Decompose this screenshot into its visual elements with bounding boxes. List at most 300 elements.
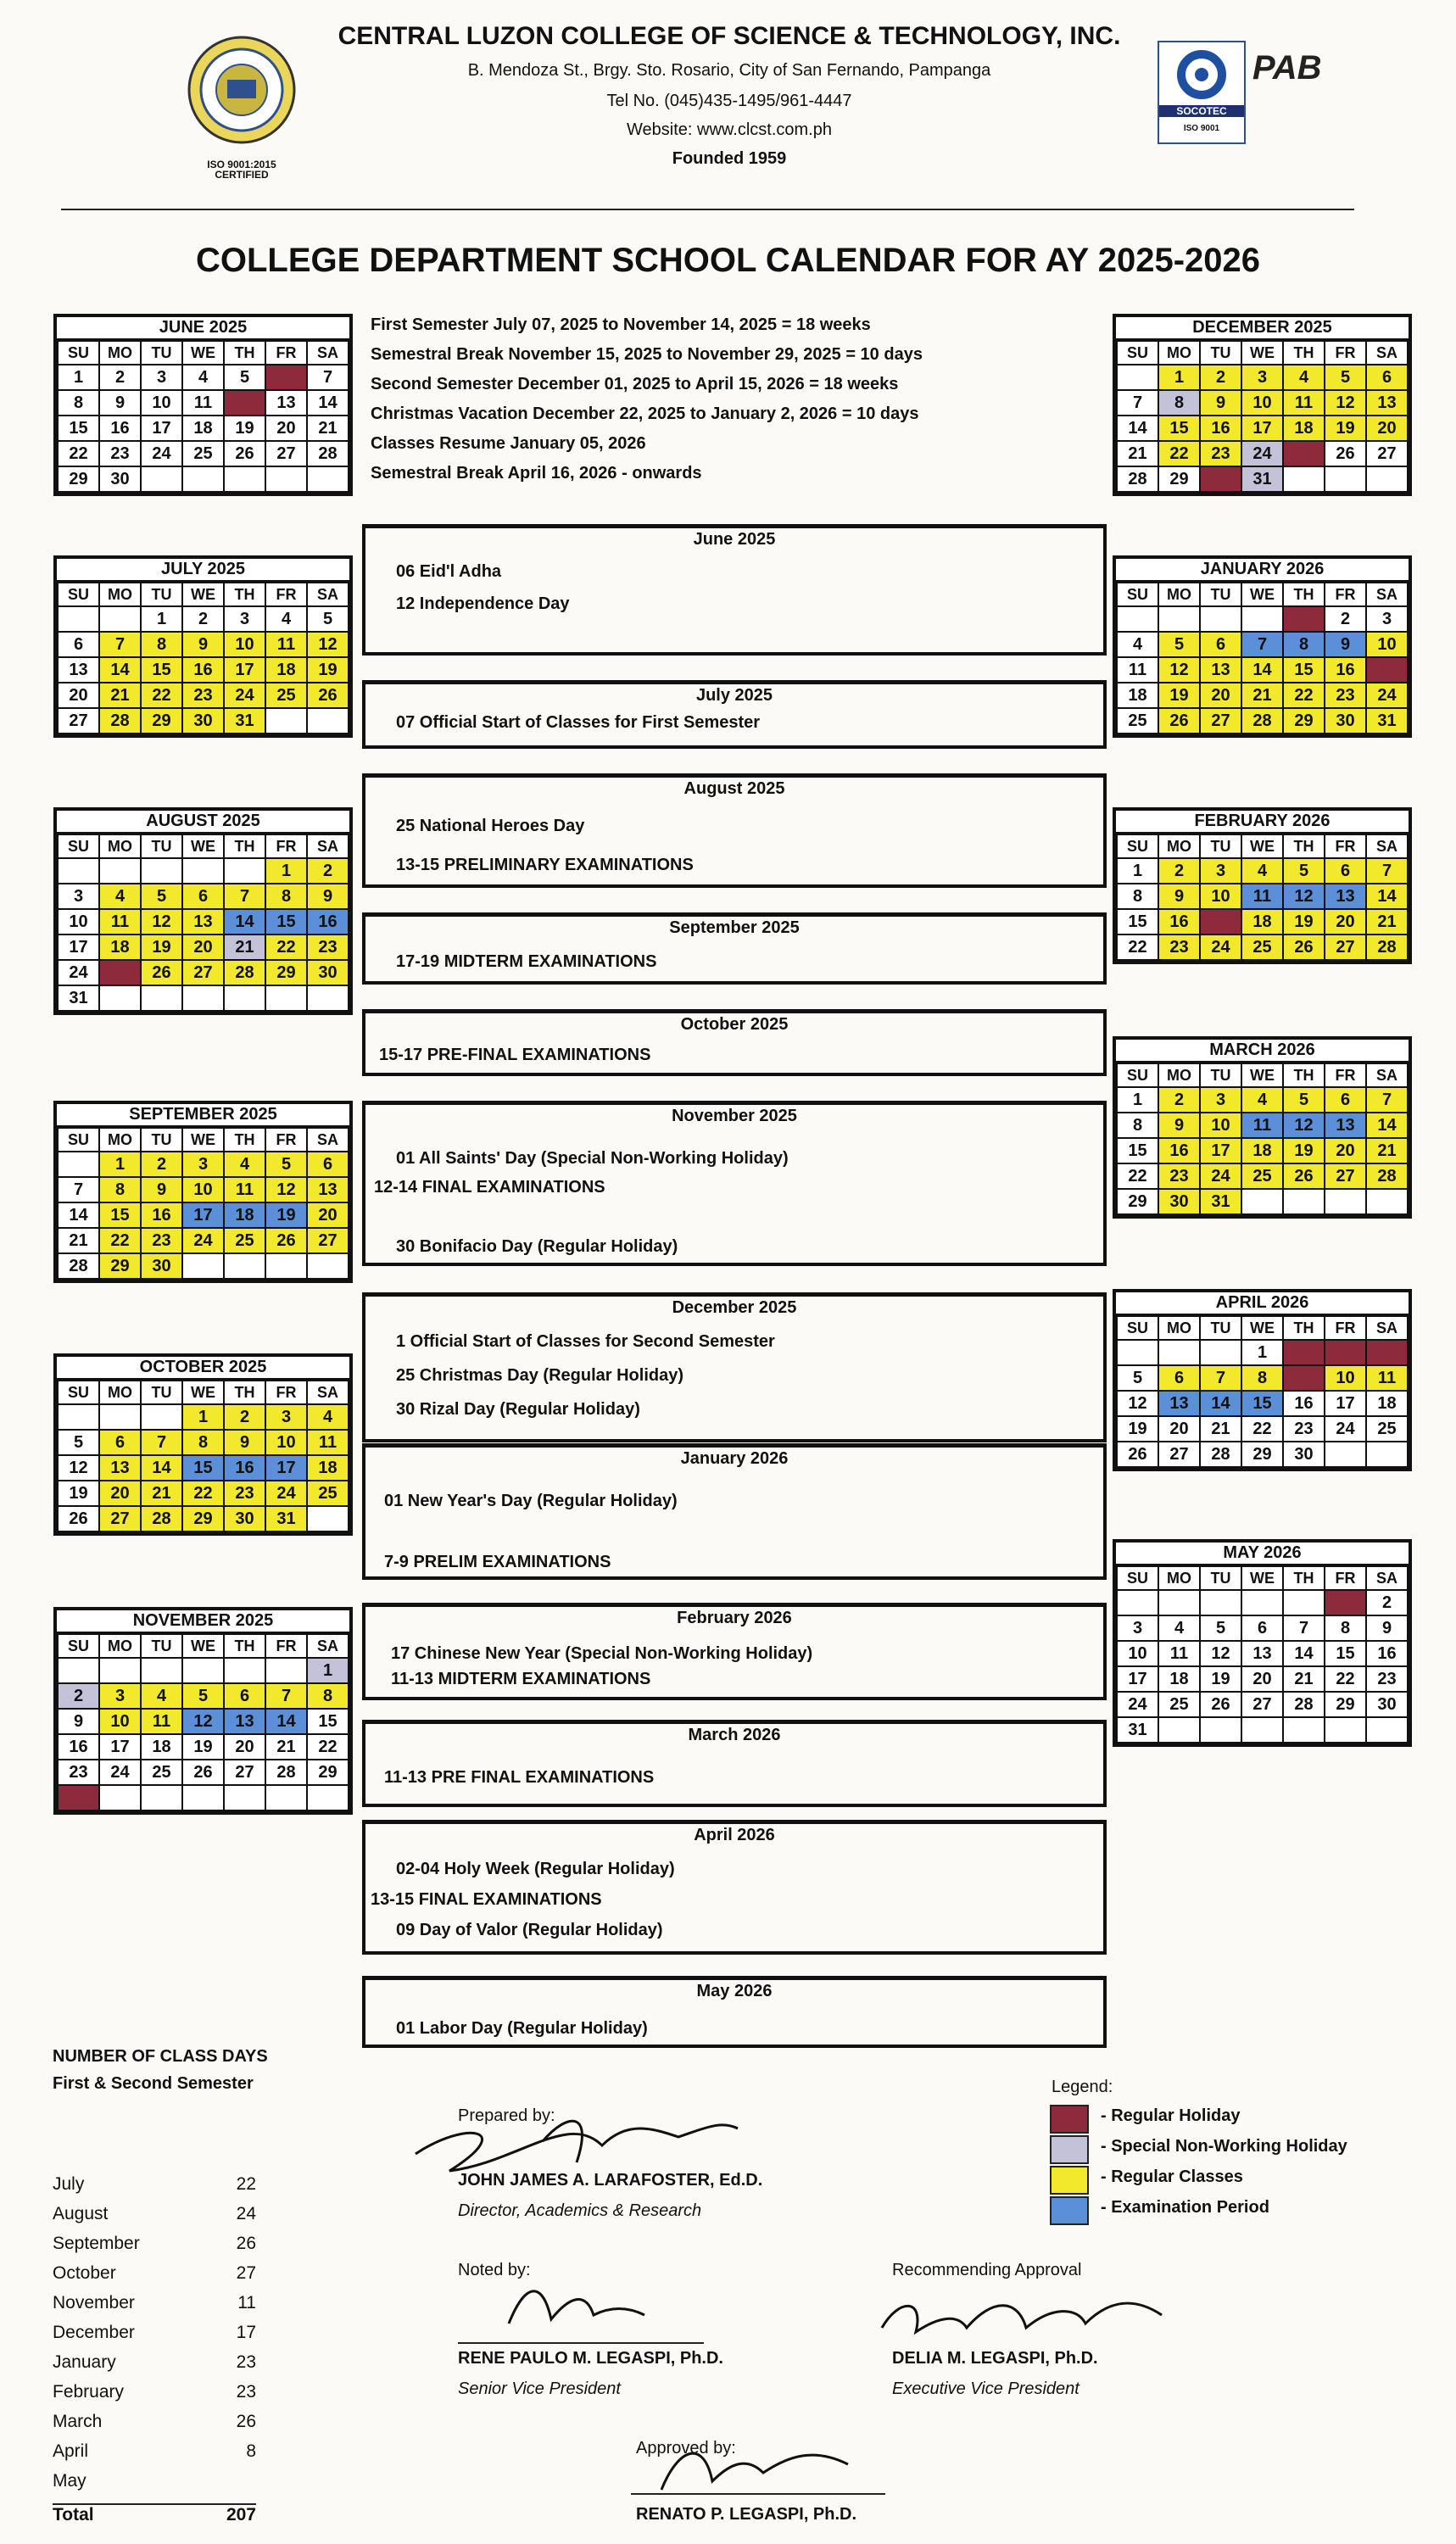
calendar-day: 8 [1158, 390, 1200, 416]
calendar-empty-cell [265, 1658, 307, 1683]
semester-info-semestral-break-2: Semestral Break April 16, 2026 - onwards [371, 464, 702, 483]
calendar-week-row [1117, 1641, 1408, 1666]
weekday-header: FR [265, 1381, 307, 1404]
calendar-day: 19 [141, 934, 182, 960]
calendar-day: 22 [1241, 1416, 1283, 1442]
calendar-day: 14 [307, 390, 349, 416]
calendar-day: 15 [58, 416, 99, 441]
calendar-day: 9 [1366, 1615, 1408, 1641]
weekday-header: TH [224, 834, 265, 858]
calendar-day: 28 [307, 441, 349, 466]
calendar-day: 28 [1283, 1692, 1325, 1717]
event-item: 01 Labor Day (Regular Holiday) [396, 2019, 648, 2038]
calendar-day: 21 [1366, 1138, 1408, 1163]
recommending-approval-signature [865, 2281, 1187, 2349]
calendar-day: 6 [58, 632, 99, 657]
calendar-day: 15 [141, 657, 182, 683]
calendar-day: 16 [224, 1455, 265, 1481]
weekday-header: TH [224, 341, 265, 365]
calendar-day: 8 [307, 1683, 349, 1709]
calendar-week-row [58, 1734, 349, 1760]
recommending-approval-name: DELIA M. LEGASPI, Ph.D. [892, 2349, 1098, 2368]
calendar-day: 24 [182, 1228, 224, 1253]
weekday-header: WE [182, 834, 224, 858]
calendar-week-row [1117, 1340, 1408, 1365]
calendar-day: 20 [1325, 909, 1366, 934]
calendar-empty-cell [1117, 1340, 1158, 1365]
calendar-day: 18 [1117, 683, 1158, 708]
calendar-day: 28 [1366, 1163, 1408, 1189]
calendar-day: 18 [1366, 1391, 1408, 1416]
weekday-header: FR [265, 583, 307, 606]
calendar-day: 17 [58, 934, 99, 960]
calendar-day: 9 [224, 1430, 265, 1455]
calendar-day: 26 [307, 683, 349, 708]
calendar-week-row [58, 1709, 349, 1734]
calendar-day: 1 [58, 365, 99, 390]
pab-logo: PAB [1252, 49, 1322, 86]
calendar-day: 12 [307, 632, 349, 657]
calendar-day: 1 [265, 858, 307, 884]
calendar-day: 15 [1117, 1138, 1158, 1163]
approved-by-signature-line [631, 2493, 885, 2495]
weekday-header-row [58, 834, 349, 858]
calendar-day: 22 [1325, 1666, 1366, 1692]
calendar-empty-cell [141, 858, 182, 884]
calendar-day: 11 [1241, 1113, 1283, 1138]
calendar-empty-cell [99, 985, 141, 1011]
calendar-day: 17 [1325, 1391, 1366, 1416]
calendar-empty-cell [307, 708, 349, 734]
calendar-day: 15 [182, 1455, 224, 1481]
calendar-day: 26 [1117, 1442, 1158, 1467]
calendar-day: 28 [1200, 1442, 1241, 1467]
weekday-header: TH [224, 1381, 265, 1404]
calendar-week-row [58, 985, 349, 1011]
class-days-subtitle: First & Second Semester [53, 2074, 254, 2093]
semester-info-classes-resume: Classes Resume January 05, 2026 [371, 434, 646, 453]
event-item: 01 New Year's Day (Regular Holiday) [384, 1492, 678, 1510]
calendar-day: 4 [307, 1404, 349, 1430]
calendar-week-row [58, 657, 349, 683]
weekday-header: TU [141, 583, 182, 606]
weekday-header: WE [1241, 1063, 1283, 1087]
calendar-day: 28 [58, 1253, 99, 1279]
calendar-day: 1 [99, 1152, 141, 1177]
calendar-day: 31 [1241, 466, 1283, 492]
calendar-empty-cell [182, 1253, 224, 1279]
calendar-month-title: DECEMBER 2025 [1116, 317, 1409, 340]
calendar-grid [1116, 1063, 1409, 1215]
calendar-day: 31 [224, 708, 265, 734]
calendar-empty-cell [1366, 1717, 1408, 1743]
calendar-week-row [58, 858, 349, 884]
calendar-empty-cell [224, 466, 265, 492]
socotec-logo [1158, 41, 1246, 144]
calendar-week-row [58, 1481, 349, 1506]
calendar-day: 10 [265, 1430, 307, 1455]
calendar-day: 16 [182, 657, 224, 683]
calendar-day: 9 [182, 632, 224, 657]
month-box-title: November 2025 [672, 1107, 797, 1125]
calendar-day: 7 [224, 884, 265, 909]
calendar-day: 2 [1158, 858, 1200, 884]
calendar-day: 9 [141, 1177, 182, 1202]
calendar-day: 16 [1200, 416, 1241, 441]
calendar-day: 22 [307, 1734, 349, 1760]
calendar-day: 2 [307, 858, 349, 884]
calendar-day: 13 [1366, 390, 1408, 416]
calendar-day: 7 [99, 632, 141, 657]
calendar-week-row [58, 1152, 349, 1177]
calendar-october-2025 [53, 1353, 353, 1536]
calendar-day: 21 [1366, 909, 1408, 934]
class-days-month: March [53, 2412, 103, 2431]
calendar-day: 23 [1158, 1163, 1200, 1189]
calendar-day: 26 [182, 1760, 224, 1785]
calendar-empty-cell [58, 858, 99, 884]
calendar-week-row [58, 1228, 349, 1253]
calendar-day: 16 [307, 909, 349, 934]
event-item: 02-04 Holy Week (Regular Holiday) [396, 1860, 675, 1878]
calendar-week-row [1117, 466, 1408, 492]
event-item: 09 Day of Valor (Regular Holiday) [396, 1921, 663, 1939]
weekday-header: SA [307, 1128, 349, 1152]
calendar-day: 13 [182, 909, 224, 934]
calendar-empty-cell [224, 1658, 265, 1683]
calendar-day: 2 [182, 606, 224, 632]
calendar-week-row [58, 606, 349, 632]
calendar-day: 14 [265, 1709, 307, 1734]
class-days-count: 24 [236, 2204, 256, 2223]
calendar-day: 29 [1158, 466, 1200, 492]
calendar-day: 6 [1241, 1615, 1283, 1641]
calendar-february-2026 [1113, 807, 1412, 964]
calendar-day: 14 [99, 657, 141, 683]
weekday-header: MO [1158, 834, 1200, 858]
calendar-week-row [58, 1506, 349, 1531]
calendar-day: 8 [99, 1177, 141, 1202]
calendar-day: 8 [141, 632, 182, 657]
calendar-day: 24 [1241, 441, 1283, 466]
calendar-day: 21 [224, 934, 265, 960]
legend-label: - Regular Classes [1101, 2167, 1243, 2186]
calendar-day: 24 [1325, 1416, 1366, 1442]
calendar-day: 6 [224, 1683, 265, 1709]
weekday-header: TH [1283, 834, 1325, 858]
calendar-empty-cell [1283, 1590, 1325, 1615]
calendar-day: 22 [1158, 441, 1200, 466]
calendar-day: 26 [58, 1506, 99, 1531]
calendar-empty-cell [1200, 606, 1241, 632]
calendar-day: 3 [1325, 1340, 1366, 1365]
calendar-day: 25 [1366, 1416, 1408, 1442]
weekday-header: SU [1117, 583, 1158, 606]
calendar-day: 6 [1366, 365, 1408, 390]
month-box-title: February 2026 [677, 1609, 792, 1627]
calendar-week-row [1117, 657, 1408, 683]
weekday-header: MO [99, 583, 141, 606]
calendar-day: 20 [265, 416, 307, 441]
event-item: 7-9 PRELIM EXAMINATIONS [384, 1553, 611, 1571]
calendar-day: 31 [1117, 1717, 1158, 1743]
calendar-day: 5 [1117, 1365, 1158, 1391]
calendar-empty-cell [1366, 1442, 1408, 1467]
calendar-day: 18 [1158, 1666, 1200, 1692]
calendar-day: 24 [265, 1481, 307, 1506]
month-box-title: September 2025 [669, 918, 800, 937]
calendar-day: 6 [182, 884, 224, 909]
calendar-day: 30 [1366, 1692, 1408, 1717]
prepared-by-role: Director, Academics & Research [458, 2201, 702, 2220]
calendar-day: 18 [182, 416, 224, 441]
calendar-day: 30 [58, 1785, 99, 1810]
weekday-header: TH [1283, 583, 1325, 606]
class-days-month: December [53, 2323, 135, 2342]
weekday-header: FR [1325, 583, 1366, 606]
calendar-day: 3 [1117, 1615, 1158, 1641]
calendar-day: 20 [1200, 683, 1241, 708]
calendar-day: 26 [1325, 441, 1366, 466]
class-days-month: February [53, 2382, 125, 2402]
class-days-title: NUMBER OF CLASS DAYS [53, 2047, 268, 2066]
weekday-header: FR [265, 1128, 307, 1152]
class-days-month: October [53, 2263, 116, 2283]
weekday-header: FR [265, 341, 307, 365]
weekday-header: SU [58, 1381, 99, 1404]
calendar-day: 19 [1325, 416, 1366, 441]
class-days-count: 26 [236, 2234, 256, 2253]
calendar-day: 22 [265, 934, 307, 960]
weekday-header-row [58, 1128, 349, 1152]
calendar-day: 1 [1117, 1087, 1158, 1113]
calendar-day: 18 [1283, 416, 1325, 441]
calendar-day: 8 [182, 1430, 224, 1455]
calendar-day: 22 [58, 441, 99, 466]
calendar-empty-cell [1241, 1717, 1283, 1743]
calendar-empty-cell [307, 1785, 349, 1810]
weekday-header-row [58, 1634, 349, 1658]
weekday-header: TU [141, 1381, 182, 1404]
calendar-day: 9 [99, 390, 141, 416]
weekday-header: SA [1366, 1566, 1408, 1590]
event-item: 1 Official Start of Classes for Second Semester [396, 1332, 775, 1351]
calendar-day: 22 [1283, 683, 1325, 708]
calendar-day: 4 [1241, 858, 1283, 884]
calendar-may-2026 [1113, 1539, 1412, 1747]
class-days-count: 23 [236, 2352, 256, 2372]
calendar-empty-cell [182, 1785, 224, 1810]
calendar-day: 20 [307, 1202, 349, 1228]
month-box-title: January 2026 [680, 1449, 789, 1468]
calendar-day: 5 [141, 884, 182, 909]
weekday-header: FR [1325, 1063, 1366, 1087]
class-days-count: 8 [246, 2441, 256, 2461]
calendar-empty-cell [1117, 365, 1158, 390]
calendar-day: 15 [1241, 1391, 1283, 1416]
iso-certified-label: ISO 9001:2015 CERTIFIED [207, 159, 276, 181]
calendar-day: 17 [1241, 416, 1283, 441]
weekday-header: WE [1241, 583, 1283, 606]
weekday-header: FR [1325, 341, 1366, 365]
calendar-empty-cell [1158, 1590, 1200, 1615]
calendar-day: 2 [58, 1683, 99, 1709]
calendar-day: 5 [1283, 1087, 1325, 1113]
calendar-week-row [1117, 1590, 1408, 1615]
calendar-day: 3 [1200, 1087, 1241, 1113]
calendar-day: 3 [1241, 365, 1283, 390]
calendar-day: 6 [265, 365, 307, 390]
calendar-day: 19 [58, 1481, 99, 1506]
calendar-day: 9 [1325, 632, 1366, 657]
month-box-september-2025 [362, 912, 1107, 985]
calendar-november-2025 [53, 1607, 353, 1815]
calendar-day: 25 [1158, 1692, 1200, 1717]
calendar-day: 26 [265, 1228, 307, 1253]
calendar-week-row [1117, 1615, 1408, 1641]
calendar-day: 26 [141, 960, 182, 985]
class-days-month: November [53, 2293, 135, 2312]
calendar-day: 3 [1200, 858, 1241, 884]
calendar-week-row [58, 416, 349, 441]
weekday-header: SA [307, 834, 349, 858]
event-item: 11-13 PRE FINAL EXAMINATIONS [384, 1768, 655, 1787]
calendar-day: 27 [1325, 1163, 1366, 1189]
weekday-header: SU [58, 341, 99, 365]
calendar-empty-cell [141, 1404, 182, 1430]
calendar-day: 21 [265, 1734, 307, 1760]
calendar-day: 31 [58, 985, 99, 1011]
calendar-day: 16 [1325, 657, 1366, 683]
calendar-day: 5 [182, 1683, 224, 1709]
weekday-header: SA [1366, 341, 1408, 365]
month-box-june-2025 [362, 524, 1107, 656]
calendar-day: 26 [1283, 934, 1325, 960]
calendar-day: 5 [224, 365, 265, 390]
calendar-day: 24 [99, 1760, 141, 1785]
calendar-day: 27 [224, 1760, 265, 1785]
weekday-header: WE [182, 583, 224, 606]
calendar-week-row [58, 1404, 349, 1430]
calendar-day: 2 [224, 1404, 265, 1430]
calendar-day: 29 [1117, 1189, 1158, 1214]
calendar-empty-cell [182, 466, 224, 492]
calendar-day: 31 [1366, 708, 1408, 734]
calendar-empty-cell [1366, 1189, 1408, 1214]
calendar-day: 14 [141, 1455, 182, 1481]
class-days-month: January [53, 2352, 116, 2372]
calendar-day: 30 [224, 1506, 265, 1531]
calendar-week-row [1117, 683, 1408, 708]
calendar-empty-cell [99, 1404, 141, 1430]
semester-info-semestral-break: Semestral Break November 15, 2025 to November 29, 2025 = 10 days [371, 345, 923, 364]
calendar-week-row [1117, 858, 1408, 884]
calendar-day: 10 [1117, 1641, 1158, 1666]
calendar-month-title: APRIL 2026 [1116, 1292, 1409, 1315]
calendar-empty-cell [1366, 466, 1408, 492]
calendar-grid [1116, 582, 1409, 734]
weekday-header-row [1117, 1063, 1408, 1087]
calendar-week-row [58, 1430, 349, 1455]
calendar-week-row [1117, 909, 1408, 934]
calendar-day: 22 [1117, 1163, 1158, 1189]
school-name: CENTRAL LUZON COLLEGE OF SCIENCE & TECHNOLOGY, INC. [338, 22, 1121, 50]
calendar-week-row [58, 441, 349, 466]
calendar-empty-cell [1117, 1590, 1158, 1615]
calendar-day: 11 [1366, 1365, 1408, 1391]
calendar-day: 29 [99, 1253, 141, 1279]
weekday-header: TU [141, 341, 182, 365]
school-address: B. Mendoza St., Brgy. Sto. Rosario, City of San Fernando, Pampanga [467, 61, 991, 80]
calendar-day: 23 [99, 441, 141, 466]
calendar-day: 27 [99, 1506, 141, 1531]
weekday-header-row [1117, 834, 1408, 858]
calendar-day: 26 [1158, 708, 1200, 734]
calendar-day: 29 [58, 466, 99, 492]
calendar-day: 3 [182, 1152, 224, 1177]
calendar-day: 10 [1200, 884, 1241, 909]
calendar-day: 29 [1241, 1442, 1283, 1467]
calendar-day: 23 [1325, 683, 1366, 708]
weekday-header: SA [307, 341, 349, 365]
school-telephone: Tel No. (045)435-1495/961-4447 [606, 92, 852, 110]
calendar-day: 11 [265, 632, 307, 657]
calendar-day: 24 [1366, 683, 1408, 708]
calendar-week-row [58, 884, 349, 909]
calendar-day: 14 [1117, 416, 1158, 441]
calendar-empty-cell [99, 858, 141, 884]
calendar-day: 12 [1117, 1391, 1158, 1416]
calendar-day: 23 [58, 1760, 99, 1785]
calendar-week-row [1117, 416, 1408, 441]
calendar-day: 7 [307, 365, 349, 390]
calendar-empty-cell [1200, 1717, 1241, 1743]
weekday-header: FR [265, 1634, 307, 1658]
class-days-count: 22 [236, 2174, 256, 2194]
calendar-day: 6 [307, 1152, 349, 1177]
calendar-month-title: AUGUST 2025 [57, 811, 349, 834]
calendar-day: 9 [307, 884, 349, 909]
calendar-day: 25 [1241, 1163, 1283, 1189]
weekday-header: TU [141, 834, 182, 858]
calendar-day: 13 [99, 1455, 141, 1481]
weekday-header: TH [1283, 1566, 1325, 1590]
calendar-day: 23 [1158, 934, 1200, 960]
calendar-week-row [58, 934, 349, 960]
calendar-day: 2 [1200, 365, 1241, 390]
calendar-day: 30 [307, 960, 349, 985]
weekday-header-row [1117, 583, 1408, 606]
calendar-day: 10 [1241, 390, 1283, 416]
calendar-grid [57, 1633, 349, 1811]
calendar-day: 1 [182, 1404, 224, 1430]
calendar-day: 19 [1117, 1416, 1158, 1442]
weekday-header: TU [141, 1634, 182, 1658]
calendar-day: 26 [1200, 1692, 1241, 1717]
calendar-day: 5 [1158, 632, 1200, 657]
weekday-header: SU [1117, 341, 1158, 365]
calendar-day: 10 [224, 632, 265, 657]
calendar-week-row [58, 466, 349, 492]
class-days-total-label: Total [53, 2505, 94, 2524]
calendar-day: 12 [58, 1455, 99, 1481]
calendar-day: 6 [1325, 858, 1366, 884]
calendar-day: 4 [99, 884, 141, 909]
month-box-july-2025 [362, 680, 1107, 749]
calendar-empty-cell [99, 1785, 141, 1810]
calendar-day: 16 [58, 1734, 99, 1760]
calendar-day: 15 [307, 1709, 349, 1734]
